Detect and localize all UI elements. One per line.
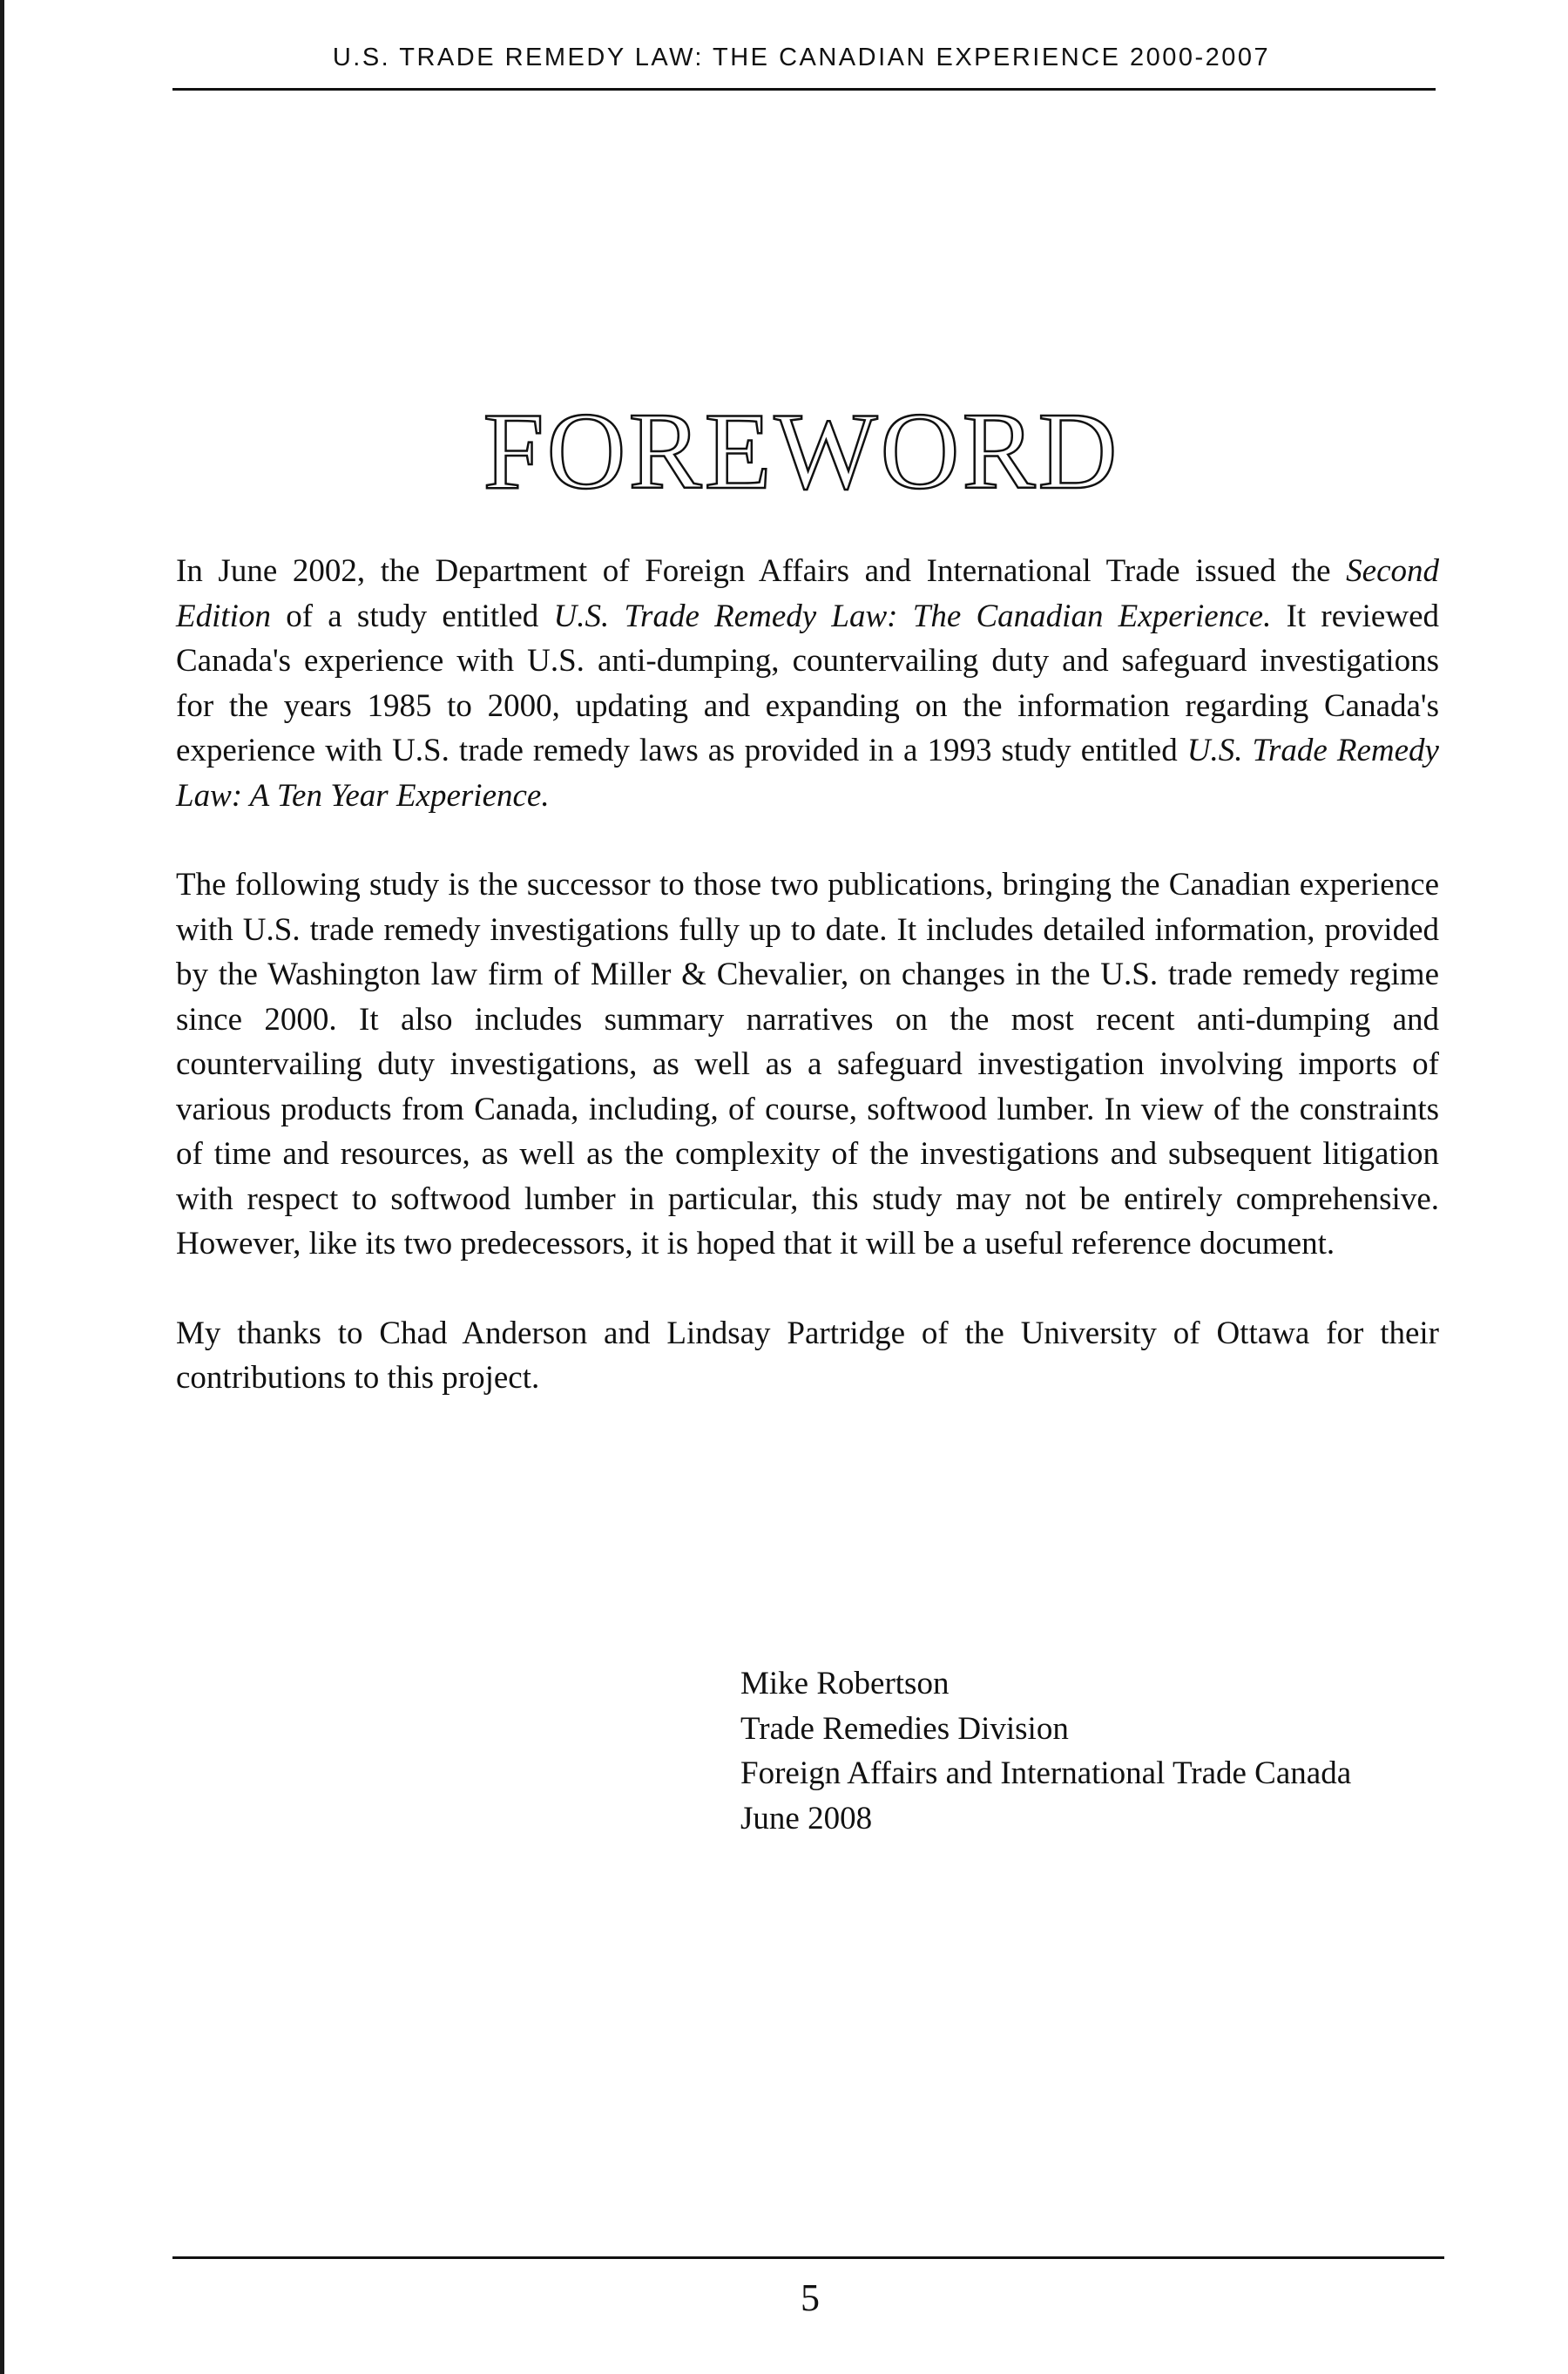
signature-block <box>740 1661 1351 1841</box>
foreword-body <box>176 549 1439 1445</box>
running-header: U.S. TRADE REMEDY LAW: THE CANADIAN EXPERIENCE 2000-2007 <box>332 44 1271 71</box>
page-number: 5 <box>801 2276 820 2319</box>
signature-name: Mike Robertson <box>740 1666 950 1701</box>
header-rule <box>172 88 1436 91</box>
paragraph-1-text-a: In June 2002, the Department of Foreign Affairs and International Trade issued the <box>176 553 1347 589</box>
paragraph-3: My thanks to Chad Anderson and Lindsay Partridge of the University of Ottawa for their contributions to this project. <box>176 1315 1439 1396</box>
footer-rule <box>172 2256 1444 2259</box>
paragraph-1 <box>176 549 1439 818</box>
scan-edge <box>0 0 4 2374</box>
signature-division: Trade Remedies Division <box>740 1710 1069 1747</box>
page-title: FOREWORD <box>483 391 1120 513</box>
study-title-2002: U.S. Trade Remedy Law: The Canadian Experience. <box>553 598 1272 634</box>
signature-date: June 2008 <box>740 1800 873 1836</box>
edition-title: Second Edition <box>176 553 1439 634</box>
paragraph-1-text-c: It reviewed Canada's experience with U.S. anti-dumping, countervailing duty and safeguard investigations for the years 1985 to 2000, updating and expanding on the information regarding Canada's experience with U.S. trade remedy laws as provided in a 1993 study entitled <box>176 598 1439 768</box>
paragraph-2: The following study is the successor to those two publications, bringing the Canadian experience with U.S. trade remedy investigations fully up to date. It includes detailed information, provided by the Washington law firm of Miller & Chevalier, on changes in the U.S. trade remedy regime since 2000. It also includes summary narratives on the most recent anti-dumping and countervailing duty investigations, as well as a safeguard investigation involving imports of various products from Canada, including, of course, softwood lumber. In view of the constraints of time and resources, as well as the complexity of the investigations and subsequent litigation with respect to softwood lumber in particular, this study may not be entirely comprehensive. However, like its two predecessors, it is hoped that it will be a useful reference document. <box>176 867 1439 1261</box>
signature-department: Foreign Affairs and International Trade Canada <box>740 1755 1352 1791</box>
paragraph-1-text-b: of a study entitled <box>270 598 554 634</box>
study-title-1993: U.S. Trade Remedy Law: A Ten Year Experience. <box>176 733 1439 814</box>
